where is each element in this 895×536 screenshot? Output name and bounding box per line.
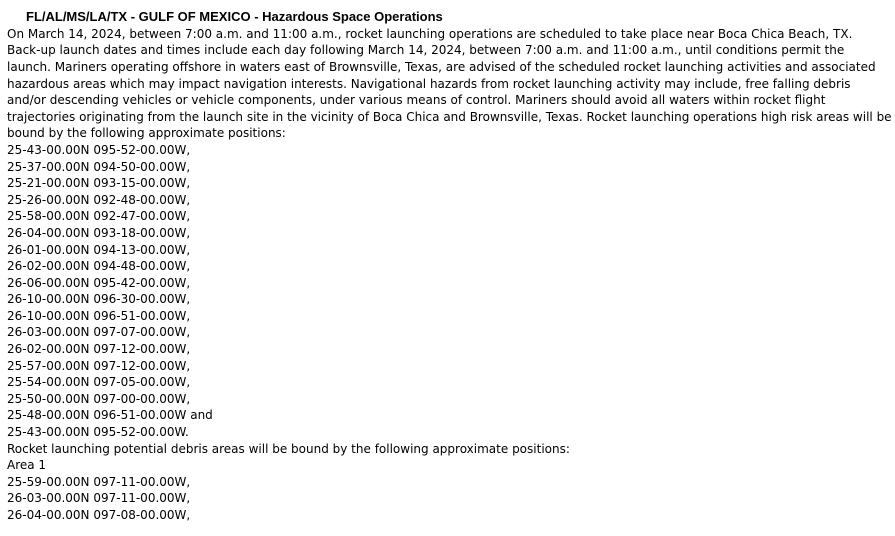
- position-line: 25-58-00.00N 092-47-00.00W,: [7, 209, 191, 224]
- position-line: 26-04-00.00N 093-18-00.00W,: [7, 225, 191, 240]
- debris-intro: Rocket launching potential debris areas will be bound by the following approximate positions:: [7, 441, 570, 456]
- position-line: 26-10-00.00N 096-30-00.00W,: [7, 292, 191, 307]
- position-line: 26-01-00.00N 094-13-00.00W,: [7, 242, 191, 257]
- position-line: 25-54-00.00N 097-05-00.00W,: [7, 375, 191, 390]
- position-line: 25-57-00.00N 097-12-00.00W,: [7, 358, 191, 373]
- position-line: 26-04-00.00N 097-08-00.00W,: [7, 508, 191, 523]
- notice-paragraph: [7, 26, 892, 142]
- paragraph-line: bound by the following approximate positions:: [7, 126, 286, 141]
- debris-position-list: [7, 474, 889, 524]
- position-line: 26-03-00.00N 097-07-00.00W,: [7, 325, 191, 340]
- position-line: 25-26-00.00N 092-48-00.00W,: [7, 192, 191, 207]
- position-line: 26-02-00.00N 097-12-00.00W,: [7, 342, 191, 357]
- position-line: 26-06-00.00N 095-42-00.00W,: [7, 275, 191, 290]
- position-line: 25-37-00.00N 094-50-00.00W,: [7, 159, 191, 174]
- area-label: Area 1: [7, 458, 47, 473]
- position-line: 25-43-00.00N 095-52-00.00W,: [7, 142, 191, 157]
- position-line: 25-59-00.00N 097-11-00.00W,: [7, 474, 191, 489]
- position-line: 25-43-00.00N 095-52-00.00W.: [7, 425, 189, 440]
- paragraph-line: and/or descending vehicles or vehicle components, under various means of control. Mariners should avoid all waters within rocket flight: [7, 93, 826, 108]
- paragraph-line: Back-up launch dates and times include each day following March 14, 2024, between 7:00 a.m. and 11:00 a.m., until conditions permit the: [7, 43, 845, 58]
- position-line: 25-48-00.00N 096-51-00.00W and: [7, 408, 213, 423]
- paragraph-line: launch. Mariners operating offshore in waters east of Brownsville, Texas, are advised of the scheduled rocket launching activities and associated: [7, 59, 876, 74]
- high-risk-position-list: [7, 142, 889, 441]
- position-line: 26-03-00.00N 097-11-00.00W,: [7, 491, 191, 506]
- notice-document: [7, 9, 892, 524]
- paragraph-line: hazardous areas which may impact navigation interests. Navigational hazards from rocket launching activity may include, free falling debris: [7, 76, 851, 91]
- paragraph-line: trajectories originating from the launch site in the vicinity of Boca Chica and Brownsville, Texas. Rocket launching operations high risk areas will be: [7, 109, 892, 124]
- position-line: 25-50-00.00N 097-00-00.00W,: [7, 391, 191, 406]
- position-line: 26-10-00.00N 096-51-00.00W,: [7, 308, 191, 323]
- notice-title: FL/AL/MS/LA/TX - GULF OF MEXICO - Hazardous Space Operations: [26, 9, 443, 24]
- position-line: 26-02-00.00N 094-48-00.00W,: [7, 259, 191, 274]
- paragraph-line: On March 14, 2024, between 7:00 a.m. and 11:00 a.m., rocket launching operations are scheduled to take place near Boca Chica Beach, TX.: [7, 26, 853, 41]
- position-line: 25-21-00.00N 093-15-00.00W,: [7, 176, 191, 191]
